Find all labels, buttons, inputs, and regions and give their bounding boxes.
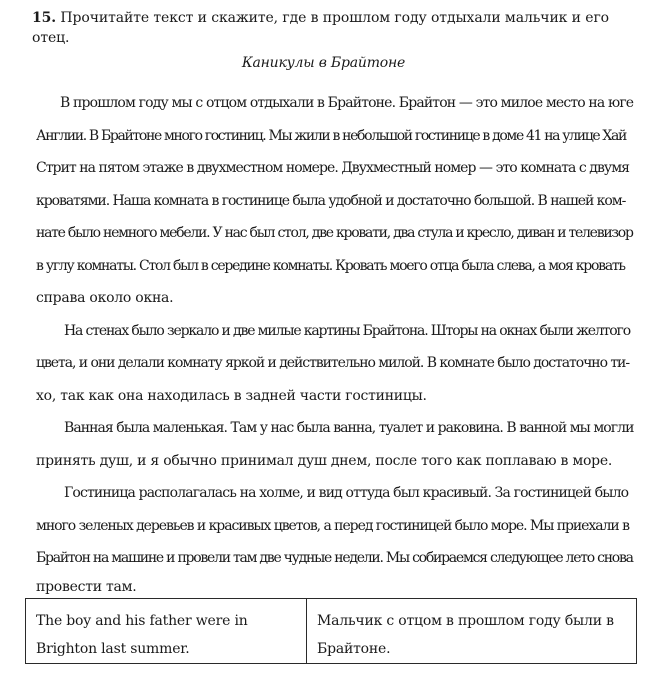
text-line: На стенах было зеркало и две милые картины Брайтона. Шторы на окнах были желтого bbox=[64, 323, 631, 339]
task-number: 15. bbox=[32, 10, 57, 26]
text-line: хо, так как она находилась в задней части гостиницы. bbox=[36, 388, 427, 404]
task-instruction bbox=[32, 8, 632, 48]
text-line: В прошлом году мы с отцом отдыхали в Брайтоне. Брайтон — это милое место на юге bbox=[60, 95, 634, 111]
text-line: цвета, и они делали комнату яркой и действительно милой. В комнате было достаточно ти- bbox=[36, 355, 630, 371]
table-row bbox=[26, 599, 637, 664]
text-line: Брайтон на машине и провели там две чудные недели. Мы собираемся следующее лето снова bbox=[36, 550, 633, 566]
text-line: провести там. bbox=[36, 579, 137, 595]
text-line: много зеленых деревьев и красивых цветов, а перед гостиницей было море. Мы приехали в bbox=[36, 518, 629, 534]
text-line: принять душ, и я обычно принимал душ днем, после того как поплаваю в море. bbox=[36, 453, 613, 469]
answer-english-cell: The boy and his father were in Brighton last summer. bbox=[26, 599, 307, 664]
text-line: Англии. В Брайтоне много гостиниц. Мы жили в небольшой гостинице в доме 41 на улице Хай bbox=[36, 128, 626, 144]
text-line: справа около окна. bbox=[36, 290, 174, 306]
text-line: кроватями. Наша комната в гостинице была удобной и достаточно большой. В нашей ком- bbox=[36, 193, 626, 209]
text-line: Стрит на пятом этаже в двухместном номере. Двухместный номер — это комната с двумя bbox=[36, 160, 630, 176]
text-line: Ванная была маленькая. Там у нас была ванна, туалет и раковина. В ванной мы могли bbox=[64, 420, 634, 436]
text-line: Гостиница располагалась на холме, и вид оттуда был красивый. За гостиницей было bbox=[64, 485, 629, 501]
text-line: нате было немного мебели. У нас был стол, две кровати, два стула и кресло, диван и телевизор bbox=[36, 225, 633, 241]
text-line: в углу комнаты. Стол был в середине комнаты. Кровать моего отца была слева, а моя кровать bbox=[36, 258, 625, 274]
answer-table bbox=[25, 598, 637, 664]
task-text: Прочитайте текст и скажите, где в прошлом году отдыхали мальчик и его отец. bbox=[32, 10, 610, 46]
text-title: Каникулы в Брайтоне bbox=[241, 55, 406, 71]
answer-russian-cell: Мальчик с отцом в прошлом году были в Брайтоне. bbox=[307, 599, 637, 664]
